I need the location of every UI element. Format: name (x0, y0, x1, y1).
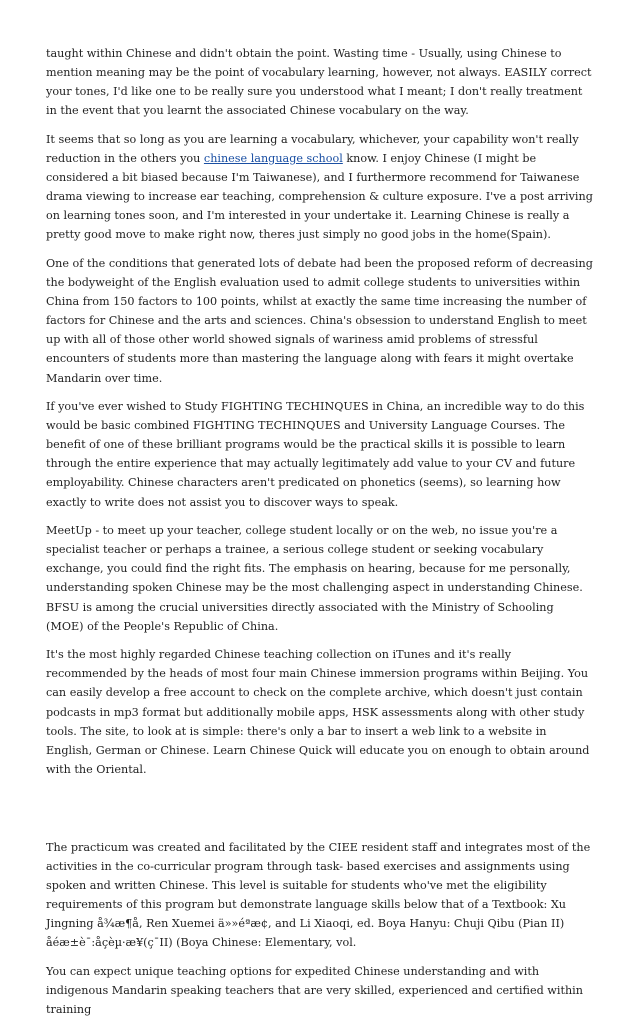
paragraph-2-text-before: It seems that so long as you are learning a vocabulary, whichever, your capability won't really reduction in the others you (46, 132, 579, 165)
paragraph-1: taught within Chinese and didn't obtain the point. Wasting time - Usually, using Chinese to mention meaning may be the point of vocabulary learning, however, not always. EASILY correct your tones, I'd like one to be really sure you understood what I meant; I don't really treatment in the event that you learnt the associated Chinese vocabulary on the way. (46, 47, 592, 118)
paragraph-2 (46, 130, 594, 245)
paragraph-5: MeetUp - to meet up your teacher, college student locally or on the web, no issue you're a specialist teacher or perhaps a trainee, a serious college student or seeking vocabulary exchange, you could find the right fits. The emphasis on hearing, because for me personally, understanding spoken Chinese may be the most challenging aspect in understanding Chinese. BFSU is among the crucial universities directly associated with the Ministry of Schooling (MOE) of the People's Republic of China. (46, 524, 583, 633)
paragraph-7: The practicum was created and facilitated by the CIEE resident staff and integrates most of the activities in the co-curricular program through task- based exercises and assignments using spoken and written Chinese. This level is suitable for students who've met the eligibility requirements of this program but demonstrate language skills below that of a Textbook: Xu Jingning å¾æ¶å, Ren Xuemei ä»»éªæ¢, and Li Xiaoqi, ed. Boya Hanyu: Chuji Qibu (Pian II) åéæ±è¯:åçèµ·æ¥(ç¯II) (Boya Chinese: Elementary, vol. (46, 840, 591, 950)
paragraph-3: One of the conditions that generated lots of debate had been the proposed reform of decreasing the bodyweight of the English evaluation used to admit college students to universities within China from 150 factors to 100 points, whilst at exactly the same time increasing the number of factors for Chinese and the arts and sciences. China's obsession to understand English to meet up with all of those other world showed signals of wariness amid problems of stressful encounters of students more than mastering the language along with fears it might overtake Mandarin over time. (46, 256, 593, 385)
paragraph-8: You can expect unique teaching options for expedited Chinese understanding and with indigenous Mandarin speaking teachers that are very skilled, experienced and certified within training (46, 964, 583, 1017)
paragraph-6: It's the most highly regarded Chinese teaching collection on iTunes and it's really recommended by the heads of most four main Chinese immersion programs within Beijing. You can easily develop a free account to check on the complete archive, which doesn't just contain podcasts in mp3 format but additionally mobile apps, HSK assessments along with other study tools. The site, to look at is simple: there's only a bar to insert a web link to a website in English, German or Chinese. Learn Chinese Quick will educate you on enough to obtain around with the Oriental. (46, 648, 590, 776)
paragraph-2-text-after: know. I enjoy Chinese (I might be considered a bit biased because I'm Taiwanese), and I furthermore recommend for Taiwanese drama viewing to increase ear teaching, comprehension & culture exposure. I've a post arriving on learning tones soon, and I'm interested in your undertake it. Learning Chinese is really a pretty good move to make right now, theres just simply no good jobs in the home(Spain). (46, 151, 593, 242)
chinese-language-school-link[interactable]: chinese language school (203, 151, 343, 165)
paragraph-4: If you've ever wished to Study FIGHTING TECHINQUES in China, an incredible way to do this would be basic combined FIGHTING TECHINQUES and University Language Courses. The benefit of one of these brilliant programs would be the practical skills it is possible to learn through the entire experience that may actually legitimately add value to your CV and future employability. Chinese characters aren't predicated on phonetics (seems), so learning how exactly to write does not assist you to discover ways to speak. (46, 400, 585, 509)
document-page (46, 44, 594, 1029)
